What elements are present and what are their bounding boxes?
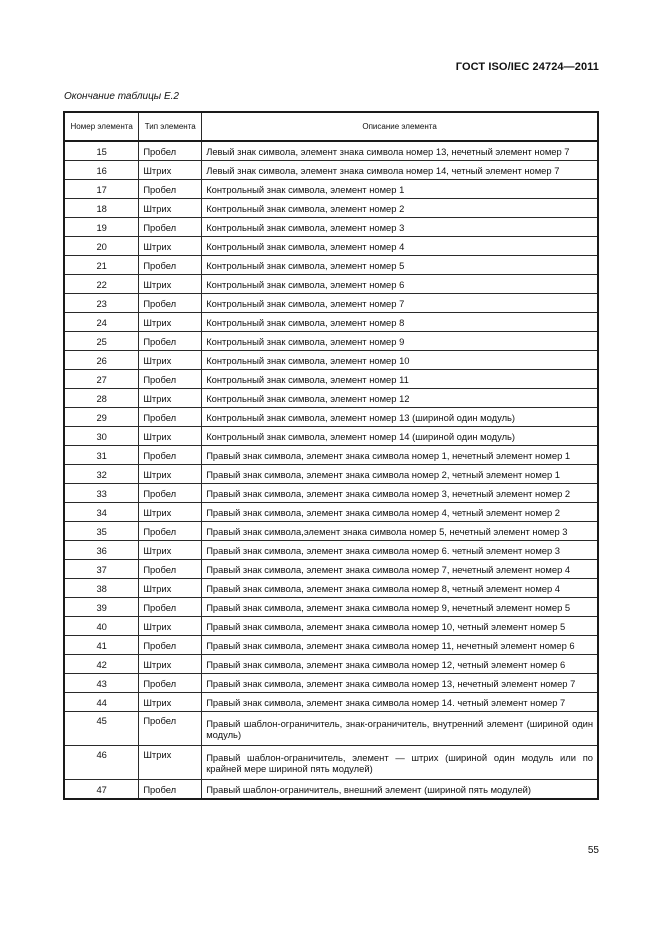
- element-description-cell: Контрольный знак символа, элемент номер 4: [202, 237, 598, 256]
- table-row: [64, 522, 598, 541]
- table-caption: Окончание таблицы Е.2: [64, 91, 179, 102]
- element-number-cell: 37: [64, 560, 139, 579]
- table-row: [64, 275, 598, 294]
- table-row: [64, 370, 598, 389]
- element-number-cell: 23: [64, 294, 139, 313]
- element-type-cell: Пробел: [139, 598, 202, 617]
- element-number-cell: 27: [64, 370, 139, 389]
- element-type-cell: Штрих: [139, 579, 202, 598]
- table-row: [64, 408, 598, 427]
- element-description-cell: Правый шаблон-ограничитель, внешний элемент (шириной пять модулей): [202, 780, 598, 800]
- table-row: [64, 199, 598, 218]
- element-type-cell: Штрих: [139, 161, 202, 180]
- element-type-cell: Пробел: [139, 780, 202, 800]
- element-number-cell: 22: [64, 275, 139, 294]
- element-description-cell: Контрольный знак символа, элемент номер 11: [202, 370, 598, 389]
- element-number-cell: 26: [64, 351, 139, 370]
- element-type-cell: Пробел: [139, 141, 202, 161]
- element-type-cell: Пробел: [139, 712, 202, 746]
- element-number-cell: 31: [64, 446, 139, 465]
- table-row: [64, 617, 598, 636]
- element-type-cell: Штрих: [139, 617, 202, 636]
- element-number-cell: 46: [64, 746, 139, 780]
- table-row: [64, 141, 598, 161]
- element-number-cell: 28: [64, 389, 139, 408]
- element-number-cell: 40: [64, 617, 139, 636]
- element-description-cell: Левый знак символа, элемент знака символа номер 13, нечетный элемент номер 7: [202, 141, 598, 161]
- element-type-cell: Пробел: [139, 560, 202, 579]
- element-type-cell: Пробел: [139, 218, 202, 237]
- table-row: [64, 427, 598, 446]
- element-number-cell: 25: [64, 332, 139, 351]
- table-row: [64, 579, 598, 598]
- element-type-cell: Штрих: [139, 351, 202, 370]
- element-description-cell: Правый знак символа, элемент знака символа номер 12, четный элемент номер 6: [202, 655, 598, 674]
- element-type-cell: Штрих: [139, 389, 202, 408]
- element-type-cell: Штрих: [139, 465, 202, 484]
- element-description-cell: Правый шаблон-ограничитель, элемент — штрих (шириной один модуль или по крайней мере шириной пять модулей): [202, 746, 598, 780]
- element-description-cell: Контрольный знак символа, элемент номер 8: [202, 313, 598, 332]
- element-type-cell: Пробел: [139, 294, 202, 313]
- element-number-cell: 34: [64, 503, 139, 522]
- table-row: [64, 655, 598, 674]
- element-number-cell: 18: [64, 199, 139, 218]
- element-description-cell: Правый знак символа,элемент знака символа номер 5, нечетный элемент номер 3: [202, 522, 598, 541]
- table-row: [64, 332, 598, 351]
- element-description-cell: Левый знак символа, элемент знака символа номер 14, четный элемент номер 7: [202, 161, 598, 180]
- column-header-description: Описание элемента: [202, 112, 598, 141]
- element-type-cell: Штрих: [139, 503, 202, 522]
- table-row: [64, 746, 598, 780]
- element-description-cell: Правый знак символа, элемент знака символа номер 7, нечетный элемент номер 4: [202, 560, 598, 579]
- table-row: [64, 389, 598, 408]
- element-type-cell: Штрих: [139, 275, 202, 294]
- table-body: [64, 141, 598, 799]
- table-row: [64, 218, 598, 237]
- element-number-cell: 47: [64, 780, 139, 800]
- element-description-cell: Правый знак символа, элемент знака символа номер 8, четный элемент номер 4: [202, 579, 598, 598]
- element-number-cell: 21: [64, 256, 139, 275]
- element-number-cell: 38: [64, 579, 139, 598]
- element-number-cell: 42: [64, 655, 139, 674]
- element-table: [63, 111, 599, 800]
- table-row: [64, 712, 598, 746]
- element-number-cell: 39: [64, 598, 139, 617]
- element-description-cell: Контрольный знак символа, элемент номер 13 (шириной один модуль): [202, 408, 598, 427]
- element-number-cell: 16: [64, 161, 139, 180]
- element-description-cell: Контрольный знак символа, элемент номер 10: [202, 351, 598, 370]
- table-row: [64, 313, 598, 332]
- element-description-cell: Контрольный знак символа, элемент номер 9: [202, 332, 598, 351]
- element-number-cell: 29: [64, 408, 139, 427]
- element-number-cell: 45: [64, 712, 139, 746]
- element-description-cell: Правый знак символа, элемент знака символа номер 13, нечетный элемент номер 7: [202, 674, 598, 693]
- element-type-cell: Пробел: [139, 484, 202, 503]
- element-description-cell: Правый знак символа, элемент знака символа номер 1, нечетный элемент номер 1: [202, 446, 598, 465]
- table-row: [64, 598, 598, 617]
- element-description-cell: Правый шаблон-ограничитель, знак-ограничитель, внутренний элемент (шириной один модуль): [202, 712, 598, 746]
- element-type-cell: Штрих: [139, 199, 202, 218]
- element-number-cell: 32: [64, 465, 139, 484]
- table-row: [64, 256, 598, 275]
- element-number-cell: 44: [64, 693, 139, 712]
- element-number-cell: 30: [64, 427, 139, 446]
- element-number-cell: 20: [64, 237, 139, 256]
- element-number-cell: 35: [64, 522, 139, 541]
- table-header-row: [64, 112, 598, 141]
- element-type-cell: Штрих: [139, 693, 202, 712]
- element-description-cell: Контрольный знак символа, элемент номер 3: [202, 218, 598, 237]
- element-number-cell: 24: [64, 313, 139, 332]
- table-row: [64, 503, 598, 522]
- table-row: [64, 180, 598, 199]
- element-type-cell: Пробел: [139, 522, 202, 541]
- element-number-cell: 15: [64, 141, 139, 161]
- table-row: [64, 351, 598, 370]
- element-description-cell: Контрольный знак символа, элемент номер 12: [202, 389, 598, 408]
- element-description-cell: Правый знак символа, элемент знака символа номер 14. четный элемент номер 7: [202, 693, 598, 712]
- element-type-cell: Пробел: [139, 180, 202, 199]
- table-row: [64, 237, 598, 256]
- element-type-cell: Пробел: [139, 446, 202, 465]
- element-type-cell: Штрих: [139, 746, 202, 780]
- element-description-cell: Правый знак символа, элемент знака символа номер 10, четный элемент номер 5: [202, 617, 598, 636]
- table-row: [64, 446, 598, 465]
- element-number-cell: 19: [64, 218, 139, 237]
- page-number: 55: [587, 845, 599, 856]
- element-type-cell: Пробел: [139, 370, 202, 389]
- element-description-cell: Правый знак символа, элемент знака символа номер 11, нечетный элемент номер 6: [202, 636, 598, 655]
- element-type-cell: Пробел: [139, 256, 202, 275]
- element-description-cell: Контрольный знак символа, элемент номер 1: [202, 180, 598, 199]
- element-number-cell: 43: [64, 674, 139, 693]
- element-description-cell: Контрольный знак символа, элемент номер 7: [202, 294, 598, 313]
- table-row: [64, 636, 598, 655]
- column-header-type: Тип элемента: [139, 112, 202, 141]
- table-row: [64, 161, 598, 180]
- element-description-cell: Контрольный знак символа, элемент номер 6: [202, 275, 598, 294]
- element-description-cell: Правый знак символа, элемент знака символа номер 6. четный элемент номер 3: [202, 541, 598, 560]
- element-type-cell: Пробел: [139, 332, 202, 351]
- element-type-cell: Штрих: [139, 237, 202, 256]
- table-row: [64, 674, 598, 693]
- element-number-cell: 36: [64, 541, 139, 560]
- table-row: [64, 294, 598, 313]
- element-type-cell: Пробел: [139, 636, 202, 655]
- table-row: [64, 780, 598, 800]
- element-description-cell: Правый знак символа, элемент знака символа номер 3, нечетный элемент номер 2: [202, 484, 598, 503]
- element-number-cell: 41: [64, 636, 139, 655]
- table-row: [64, 693, 598, 712]
- element-type-cell: Пробел: [139, 408, 202, 427]
- column-header-number: Номер элемента: [64, 112, 139, 141]
- element-description-cell: Правый знак символа, элемент знака символа номер 4, четный элемент номер 2: [202, 503, 598, 522]
- element-description-cell: Контрольный знак символа, элемент номер 5: [202, 256, 598, 275]
- element-type-cell: Штрих: [139, 313, 202, 332]
- element-number-cell: 33: [64, 484, 139, 503]
- table-row: [64, 541, 598, 560]
- element-description-cell: Правый знак символа, элемент знака символа номер 9, нечетный элемент номер 5: [202, 598, 598, 617]
- element-type-cell: Штрих: [139, 427, 202, 446]
- table-row: [64, 560, 598, 579]
- element-type-cell: Штрих: [139, 655, 202, 674]
- element-type-cell: Штрих: [139, 541, 202, 560]
- table-row: [64, 484, 598, 503]
- element-type-cell: Пробел: [139, 674, 202, 693]
- element-description-cell: Правый знак символа, элемент знака символа номер 2, четный элемент номер 1: [202, 465, 598, 484]
- standard-designation: ГОСТ ISO/IEC 24724—2011: [455, 61, 599, 73]
- element-number-cell: 17: [64, 180, 139, 199]
- table-row: [64, 465, 598, 484]
- element-description-cell: Контрольный знак символа, элемент номер 2: [202, 199, 598, 218]
- element-description-cell: Контрольный знак символа, элемент номер 14 (шириной один модуль): [202, 427, 598, 446]
